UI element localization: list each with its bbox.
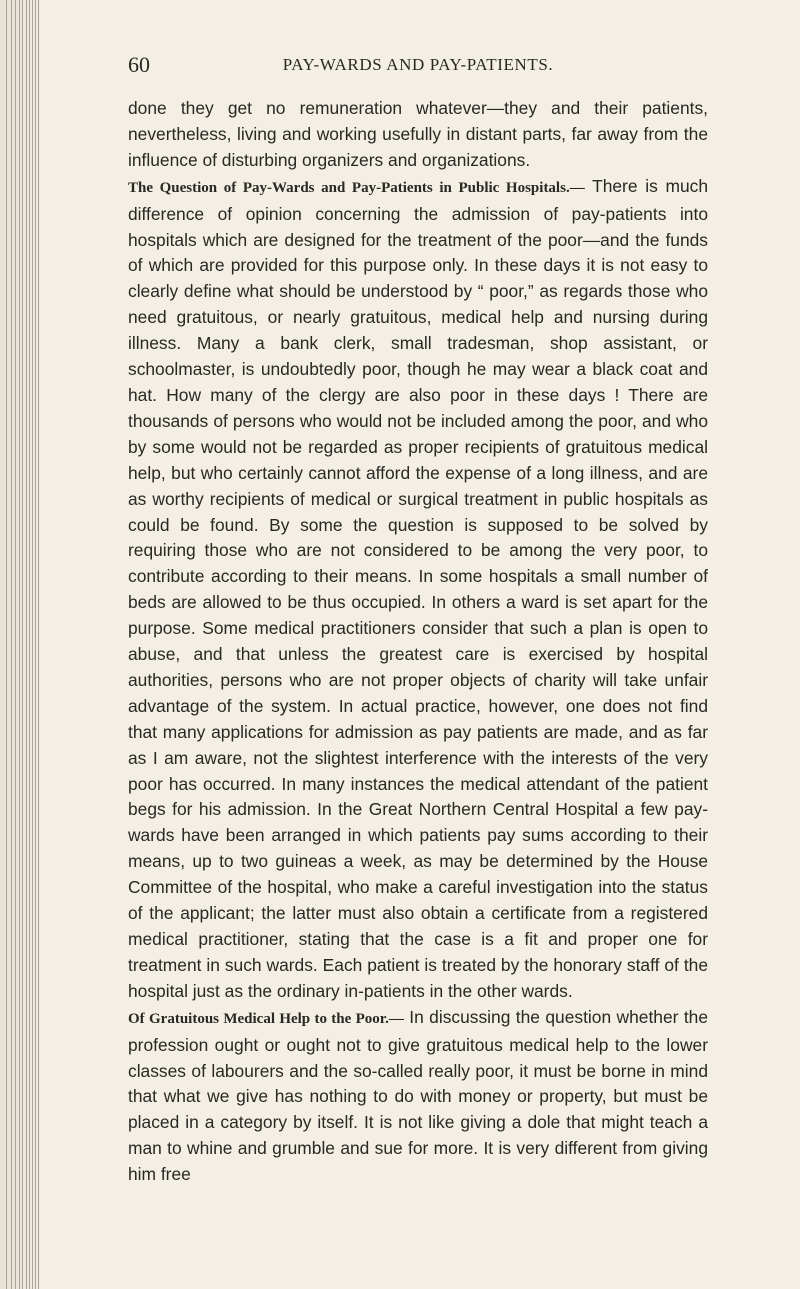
paragraph [128,1005,708,1188]
paragraph [128,96,708,174]
page-number: 60 [128,52,150,77]
page-header [128,52,708,82]
page-body [128,96,708,1188]
paragraph [128,174,708,1005]
running-title: PAY-WARDS AND PAY-PATIENTS. [282,55,554,74]
paragraph-text: In discussing the question whether the profession ought or ought not to give gratuitous medical help to the lower classes of labourers and the so-called really poor, it must be borne in mind that what we give has nothing to do with money or property, but must be placed in a category by itself. It is not like giving a dole that might teach a man to whine and grumble and sue for more. It is very different from giving him free [128,1006,709,1185]
paragraph-text: There is much difference of opinion concerning the admission of pay-patients into hospitals which are designed for the treatment of the poor—and the funds of which are provided for this purpose only. In these days it is not easy to clearly define what should be understood by “ poor,” as regards those who need gratuitous, or nearly gratuitous, medical help and nursing during illness. Many a bank clerk, small tradesman, shop assistant, or schoolmaster, is undoubtedly poor, though he may wear a black coat and hat. How many of the clergy are also poor in these days ! There are thousands of persons who would not be included among the poor, and who by some would not be regarded as proper recipients of gratuitous medical help, but who certainly cannot afford the expense of a long illness, and are as worthy recipients of medical or surgical treatment in public hospitals as could be found. By some the question is supposed to be solved by requiring those who are not considered to be among the very poor, to contribute according to their means. In some hospitals a small number of beds are allowed to be thus occupied. In others a ward is set apart for the purpose. Some medical practitioners consider that such a plan is open to abuse, and that unless the greatest care is exercised by hospital authorities, persons who are not proper objects of charity will take unfair advantage of the system. In actual practice, however, one does not find that many applications for admission as pay patients are made, and as far as I am aware, not the slightest interference with the interests of the very poor has occurred. In many instances the medical attendant of the patient begs for his admission. In the Great Northern Central Hospital a few pay-wards have been arranged in which patients pay sums according to their means, up to two guineas a week, as may be determined by the House Committee of the hospital, who make a careful investigation into the status of the applicant; the latter must also obtain a certificate from a registered medical practitioner, stating that the case is a fit and proper one for treatment in such wards. Each patient is treated by the honorary staff of the hospital just as the ordinary in-patients in the other wards. [128,175,708,1001]
section-heading: The Question of Pay-Wards and Pay-Patients in Public Hospitals.— [128,179,585,196]
book-gutter [0,0,40,1289]
section-heading: Of Gratuitous Medical Help to the Poor.— [128,1010,404,1027]
paragraph-text: done they get no remuneration whatever—they and their patients, nevertheless, living and working usefully in distant parts, far away from the influence of disturbing organizers and organizations. [128,98,708,170]
